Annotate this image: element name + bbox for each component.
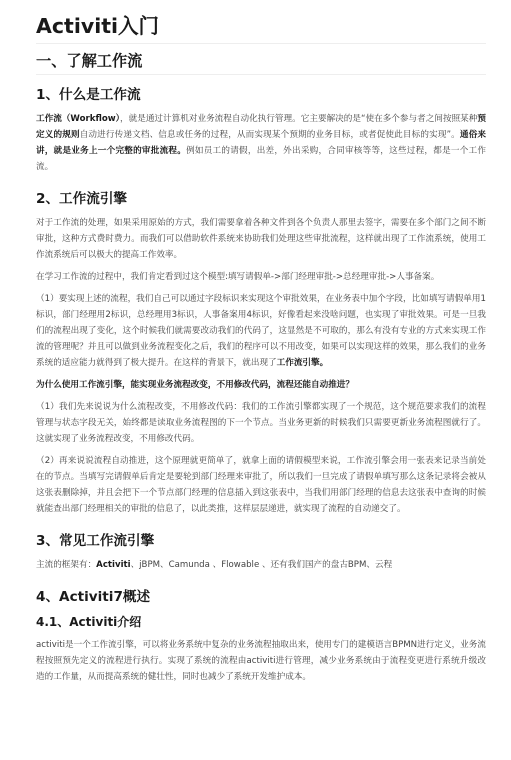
paragraph-leave-model: 在学习工作流的过程中，我们肯定看到过这个模型:填写请假单->部门经理审批->总经理审批->人事备案。: [36, 272, 440, 282]
section-heading-1: 一、了解工作流: [36, 50, 486, 75]
subsection-heading-workflow-engine: 2、工作流引擎: [36, 191, 128, 207]
subsection-heading-activiti7-overview: 4、Activiti7概述: [36, 589, 151, 605]
bold-text: 工作流引擎。: [276, 358, 329, 368]
subsubsection-heading-activiti-intro: 4.1、Activiti介绍: [36, 615, 142, 629]
text: （1）要实现上述的流程，我们自己可以通过字段标识来实现这个审批效果，在业务表中加个字段，比如填写请假单用1标识，部门经理用2标识，总经理用3标识，人事备案用4标识，好像看起来没啥问题，也实现了审批效果。可是一旦我们的流程出现了变化，这个时候我们就需要改动我们的代码了，这显然是不可取的，那么有没有专业的方式来实现工作流的管理呢？并且可以做到业务流程变化之后，我们的程序可以不用改变，如果可以实现这样的效果，那么我们的业务系统的适应能力就得到了极大提升。在这样的背景下，就出现了: [36, 294, 486, 368]
paragraph-workflow-definition: [36, 111, 486, 175]
text: ，就是通过计算机对业务流程自动化执行管理。它主要解决的是“使在多个参与者之间按照某种: [120, 114, 478, 124]
subsection-heading-what-is-workflow: 1、什么是工作流: [36, 87, 141, 103]
paragraph-activiti-intro: activiti是一个工作流引擎，可以将业务系统中复杂的业务流程抽取出来，使用专门的建模语言BPMN进行定义，业务流程按照预先定义的流程进行执行。实现了系统的流程由activiti进行管理，减少业务系统由于流程变更进行系统升级改造的工作量，从而提高系统的健壮性，同时也减少了系统开发维护成本。: [36, 640, 486, 682]
page-title: Activiti入门: [36, 12, 486, 44]
bold-text: 通俗来讲，就是业务上一个完整的审批流程。: [36, 130, 486, 156]
bold-text: Activiti: [96, 560, 131, 570]
paragraph-no-code-change: （1）我们先来说说为什么流程改变，不用修改代码：我们的工作流引擎都实现了一个规范，这个规范要求我们的流程管理与状态字段无关，始终都是读取业务流程图的下一个节点。当业务更新的时候我们只需要更新业务流程图就行了。这就实现了业务流程改变，不用修改代码。: [36, 402, 486, 444]
paragraph-auto-advance: （2）再来说说流程自动推进，这个原理就更简单了，就拿上面的请假模型来说，工作流引擎会用一张表来记录当前处在的节点。当填写完请假单后肯定是要轮到部门经理来审批了，所以我们一旦完成了请假单填写那么这条记录将会被从这张表删除掉，并且会把下一个节点部门经理的信息插入到这张表中，当我们用部门经理的信息去这张表中查询的时候就能查出部门经理相关的审批的信息了，以此类推，这样层层递进，就实现了流程的自动递交了。: [36, 456, 486, 514]
text: 自动进行传递文档、信息或任务的过程，从而实现某个预期的业务目标，或者促使此目标的实现”。: [79, 130, 460, 140]
paragraph-question: 为什么使用工作流引擎，能实现业务流程改变，不用修改代码，流程还能自动推进？: [36, 380, 354, 390]
paragraph-field-flag-approach: [36, 291, 486, 371]
paragraph-frameworks: [36, 557, 486, 573]
bold-text: 预定义的规则: [36, 114, 486, 140]
subsection-heading-common-engines: 3、常见工作流引擎: [36, 533, 155, 549]
bold-text: 工作流（Workflow）: [36, 114, 120, 124]
text: 主流的框架有：: [36, 560, 97, 570]
text: 、jBPM、Camunda 、Flowable 、还有我们国产的盘古BPM、云程: [130, 560, 393, 570]
text: 例如员工的请假，出差，外出采购，合同审核等等，这些过程，都是一个工作流。: [36, 146, 486, 172]
paragraph-engine-intro: 对于工作流的处理，如果采用原始的方式，我们需要拿着各种文件到各个负责人那里去签字，需要在多个部门之间不断审批，这种方式费时费力。而我们可以借助软件系统来协助我们处理这些审批流程，这样就出现了工作流系统，使用工作流系统后可以极大的提高工作效率。: [36, 218, 486, 260]
